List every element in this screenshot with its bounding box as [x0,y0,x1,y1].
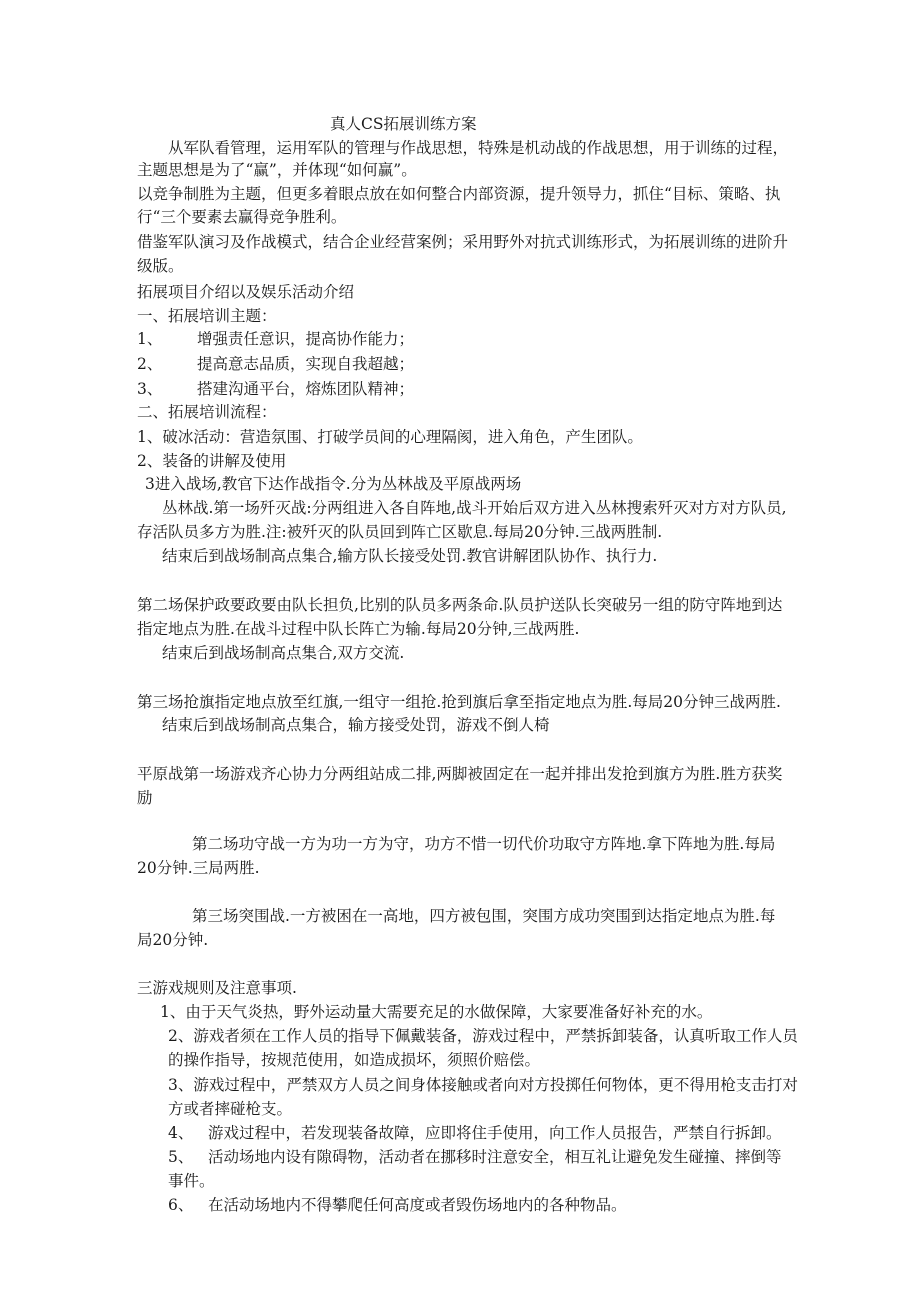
section-heading: 三游戏规则及注意事项. [137,979,297,997]
body-line: 存活队员多方为胜.注:被歼灭的队员回到阵亡区歇息.每局20分钟.三战两胜制. [137,523,663,541]
body-line: 20分钟.三局两胜. [137,859,260,877]
list-text: 事件。 [168,1172,215,1190]
body-line: 第三场抢旗指定地点放至红旗,一组守一组抢.抢到旗后拿至指定地点为胜.每局20分钟三战两胜. [137,693,781,711]
section-heading: 二、拓展培训流程： [137,403,277,421]
list-number: 5、 [168,1148,194,1166]
body-line: 1、破冰活动：营造氛围、打破学员间的心理隔阂，进入角色，产生团队。 [137,428,643,446]
list-number: 4、 [168,1124,194,1142]
list-number: 2、 [137,355,163,373]
body-line: 第三场突围战.一方被困在一高地，四方被包围，突围方成功突围到达指定地点为胜.每 [192,907,776,925]
intro-line: 以竞争制胜为主题，但更多着眼点放在如何整合内部资源，提升领导力，抓住“目标、策略、执 [137,185,781,203]
body-line: 平原战第一场游戏齐心协力分两组站成二排,两脚被固定在一起并排出发抢到旗方为胜.胜方获奖 [137,765,783,783]
body-line: 3进入战场,教官下达作战指令.分为丛林战及平原战两场 [145,475,522,493]
body-line: 指定地点为胜.在战斗过程中队长阵亡为输.每局20分钟,三战两胜. [137,620,580,638]
body-line: 丛林战.第一场歼灭战:分两组进入各自阵地,战斗开始后双方进入丛林搜索歼灭对方对方队员, [162,499,787,517]
body-line: 第二场功守战一方为功一方为守，功方不惜一切代价功取守方阵地.拿下阵地为胜.每局 [192,835,776,853]
section-heading: 一、拓展培训主题： [137,307,277,325]
list-number: 6、 [168,1196,194,1214]
list-number: 1、 [137,330,163,348]
intro-line: 从军队看管理，运用军队的管理与作战思想，特殊是机动战的作战思想，用于训练的过程， [168,139,789,157]
intro-line: 级版。 [137,257,184,275]
rule-line: 1、由于天气炎热，野外运动量大需要充足的水做保障，大家要准备好补充的水。 [160,1003,713,1021]
list-item [137,378,414,400]
list-text: 搭建沟通平台，熔炼团队精神； [197,380,415,398]
rule-line: 方或者摔碰枪支。 [168,1100,293,1118]
rule-line: 的操作指导，按规范使用，如造成损坏，须照价赔偿。 [168,1051,541,1069]
intro-line: 借鉴军队演习及作战模式，结合企业经营案例；采用野外对抗式训练形式，为拓展训练的进阶升 [137,233,789,251]
list-item [168,1146,782,1168]
body-line: 结束后到战场制高点集合,双方交流. [162,644,405,662]
list-text: 提高意志品质，实现自我超越； [197,355,415,373]
list-number: 3、 [137,380,163,398]
list-item [168,1122,782,1144]
rule-line: 2、游戏者须在工作人员的指导下佩戴装备，游戏过程中，严禁拆卸装备，认真听取工作人员 [168,1027,798,1045]
list-item [137,328,414,350]
list-item [137,353,414,375]
body-line: 励 [137,789,153,807]
intro-line: 拓展项目介绍以及娱乐活动介绍 [137,283,355,301]
intro-line: 主题思想是为了“赢”，并体现“如何赢”。 [137,161,417,179]
rule-line: 3、游戏过程中，严禁双方人员之间身体接触或者向对方投掷任何物体，更不得用枪支击打对 [168,1076,798,1094]
list-item [168,1170,215,1192]
body-line: 2、装备的讲解及使用 [137,452,287,470]
intro-line: 行“三个要素去赢得竞争胜利。 [137,208,347,226]
body-line: 局20分钟. [137,931,209,949]
page-title: 真人CS拓展训练方案 [330,115,477,133]
list-text: 游戏过程中，若发现装备故障，应即将住手使用，向工作人员报告，严禁自行拆卸。 [208,1124,782,1142]
list-text: 增强责任意识，提高协作能力； [197,330,415,348]
body-line: 第二场保护政要政要由队长担负,比别的队员多两条命.队员护送队长突破另一组的防守阵地到达 [137,596,783,614]
body-line: 结束后到战场制高点集合,输方队长接受处罚.教官讲解团队协作、执行力. [162,547,658,565]
list-text: 活动场地内设有隙碍物，活动者在挪移时注意安全，相互礼让避免发生碰撞、摔倒等 [208,1148,782,1166]
list-item [168,1194,627,1216]
body-line: 结束后到战场制高点集合，输方接受处罚，游戏不倒人椅 [162,716,550,734]
list-text: 在活动场地内不得攀爬任何高度或者毁伤场地内的各种物品。 [208,1196,627,1214]
